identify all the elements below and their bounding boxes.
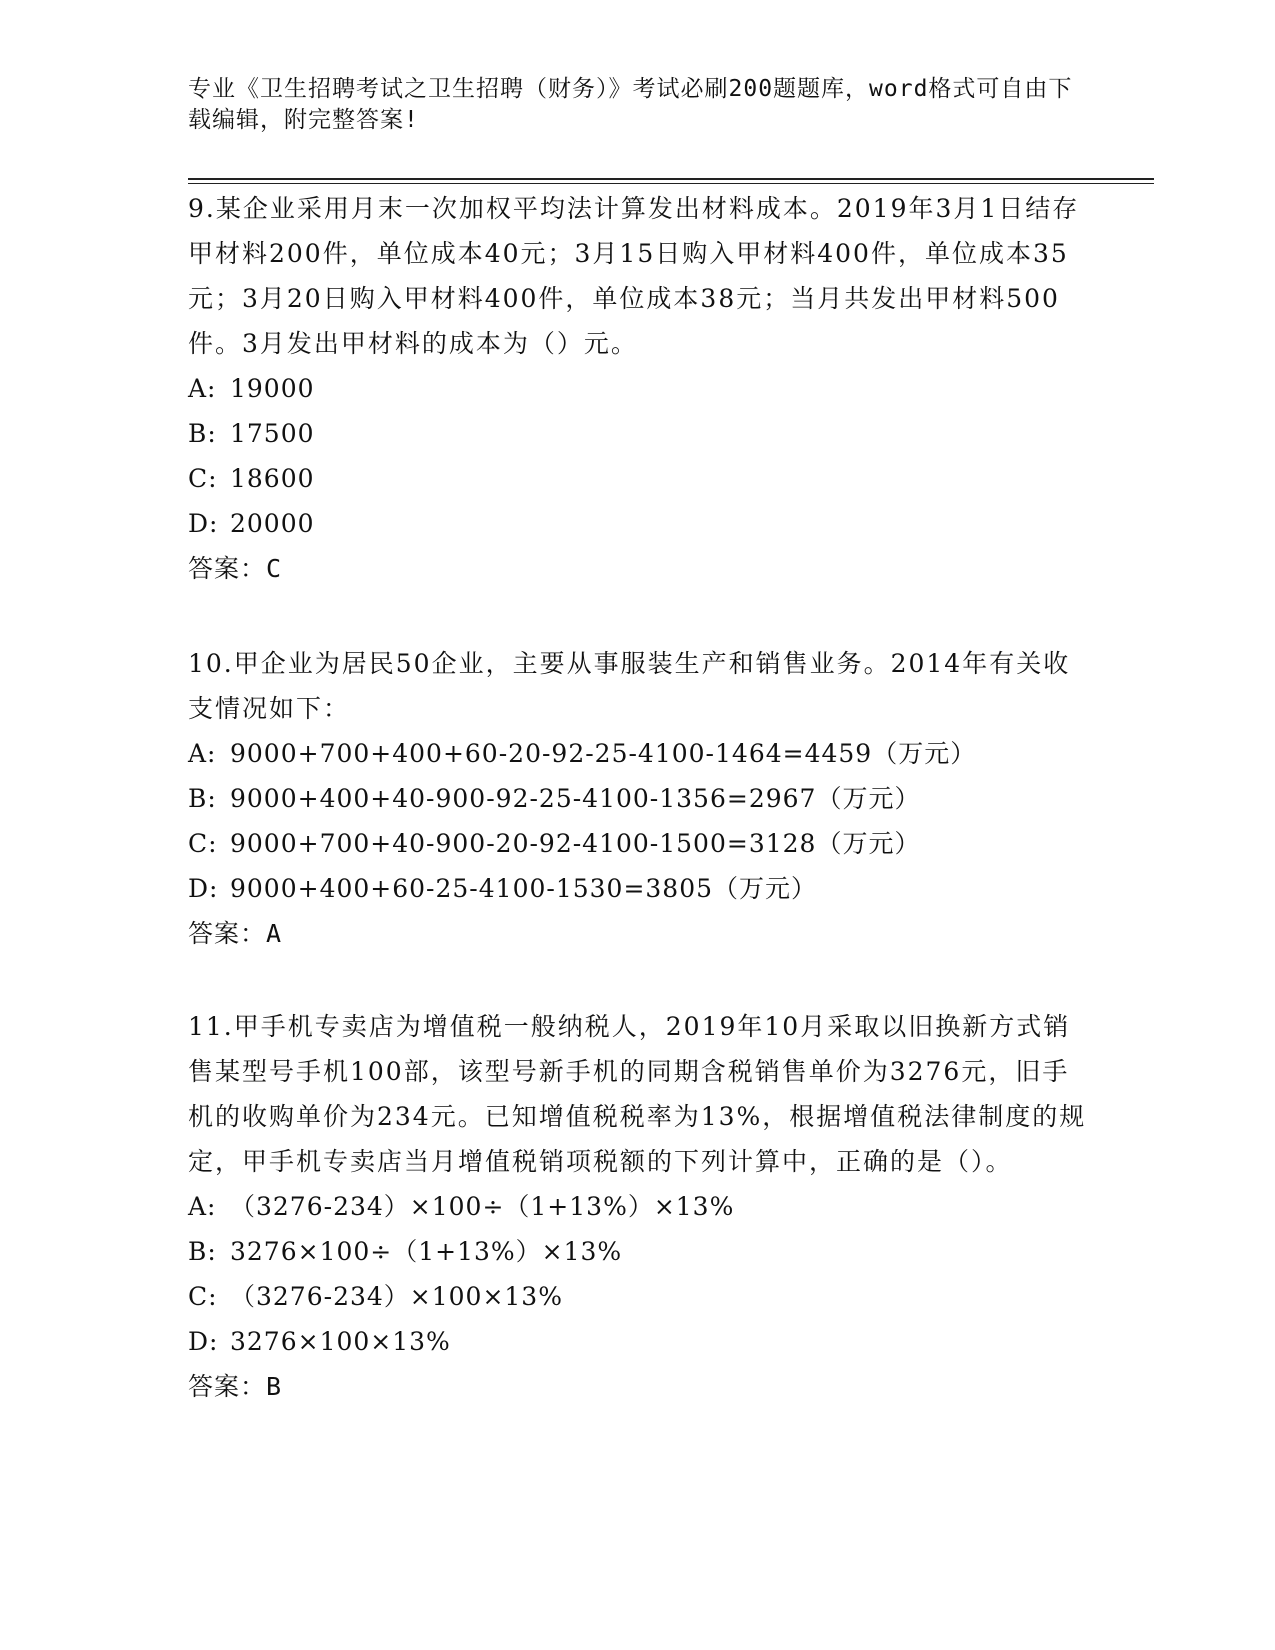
option-value: （3276-234）×100÷（1+13%）×13% bbox=[230, 1192, 735, 1221]
option-value: （3276-234）×100×13% bbox=[230, 1282, 563, 1311]
option-b bbox=[188, 411, 1088, 456]
question-text: 11.甲手机专卖店为增值税一般纳税人，2019年10月采取以旧换新方式销售某型号手机100部，该型号新手机的同期含税销售单价为3276元，旧手机的收购单价为234元。已知增值税税率为13%，根据增值税法律制度的规定，甲手机专卖店当月增值税销项税额的下列计算中，正确的是（）。 bbox=[188, 1012, 1087, 1176]
answer-label: 答案：B bbox=[188, 1372, 283, 1401]
option-a bbox=[188, 731, 1088, 776]
option-value: 20000 bbox=[230, 509, 315, 538]
option-c bbox=[188, 456, 1088, 501]
answer-label: 答案：A bbox=[188, 919, 283, 948]
option-key: D: bbox=[188, 1327, 219, 1356]
option-a bbox=[188, 366, 1088, 411]
option-key: B: bbox=[188, 1237, 217, 1266]
answer-label: 答案：C bbox=[188, 554, 283, 583]
option-b bbox=[188, 1229, 1088, 1274]
option-key: A: bbox=[188, 374, 217, 403]
document-intro: 专业《卫生招聘考试之卫生招聘（财务）》考试必刷200题题库，word格式可自由下载编辑，附完整答案! bbox=[188, 76, 1073, 133]
header-divider-thin bbox=[188, 183, 1154, 184]
option-key: C: bbox=[188, 1282, 218, 1311]
option-value: 17500 bbox=[230, 419, 315, 448]
option-value: 9000+400+60-25-4100-1530=3805（万元） bbox=[230, 874, 818, 903]
option-value: 9000+700+400+60-20-92-25-4100-1464=4459（万元） bbox=[230, 739, 977, 768]
option-key: B: bbox=[188, 784, 217, 813]
header-divider-thick bbox=[188, 178, 1154, 180]
option-d bbox=[188, 866, 1088, 911]
option-value: 3276×100÷（1+13%）×13% bbox=[230, 1237, 623, 1266]
option-d bbox=[188, 1319, 1088, 1364]
option-key: C: bbox=[188, 464, 218, 493]
option-value: 19000 bbox=[230, 374, 315, 403]
option-b bbox=[188, 776, 1088, 821]
option-d bbox=[188, 501, 1088, 546]
option-key: D: bbox=[188, 509, 219, 538]
option-key: A: bbox=[188, 739, 217, 768]
question-11 bbox=[188, 1004, 1088, 1409]
question-10 bbox=[188, 641, 1088, 956]
option-key: B: bbox=[188, 419, 217, 448]
question-text: 9.某企业采用月末一次加权平均法计算发出材料成本。2019年3月1日结存甲材料200件，单位成本40元；3月15日购入甲材料400件，单位成本35元；3月20日购入甲材料400件，单位成本38元；当月共发出甲材料500件。3月发出甲材料的成本为（）元。 bbox=[188, 194, 1080, 358]
option-value: 18600 bbox=[230, 464, 315, 493]
option-key: D: bbox=[188, 874, 219, 903]
option-key: A: bbox=[188, 1192, 217, 1221]
option-a bbox=[188, 1184, 1088, 1229]
option-value: 9000+700+40-900-20-92-4100-1500=3128（万元） bbox=[230, 829, 921, 858]
question-9 bbox=[188, 186, 1088, 591]
option-key: C: bbox=[188, 829, 218, 858]
option-value: 3276×100×13% bbox=[230, 1327, 451, 1356]
question-text: 10.甲企业为居民50企业，主要从事服装生产和销售业务。2014年有关收支情况如下： bbox=[188, 649, 1071, 723]
option-c bbox=[188, 1274, 1088, 1319]
option-value: 9000+400+40-900-92-25-4100-1356=2967（万元） bbox=[230, 784, 921, 813]
option-c bbox=[188, 821, 1088, 866]
